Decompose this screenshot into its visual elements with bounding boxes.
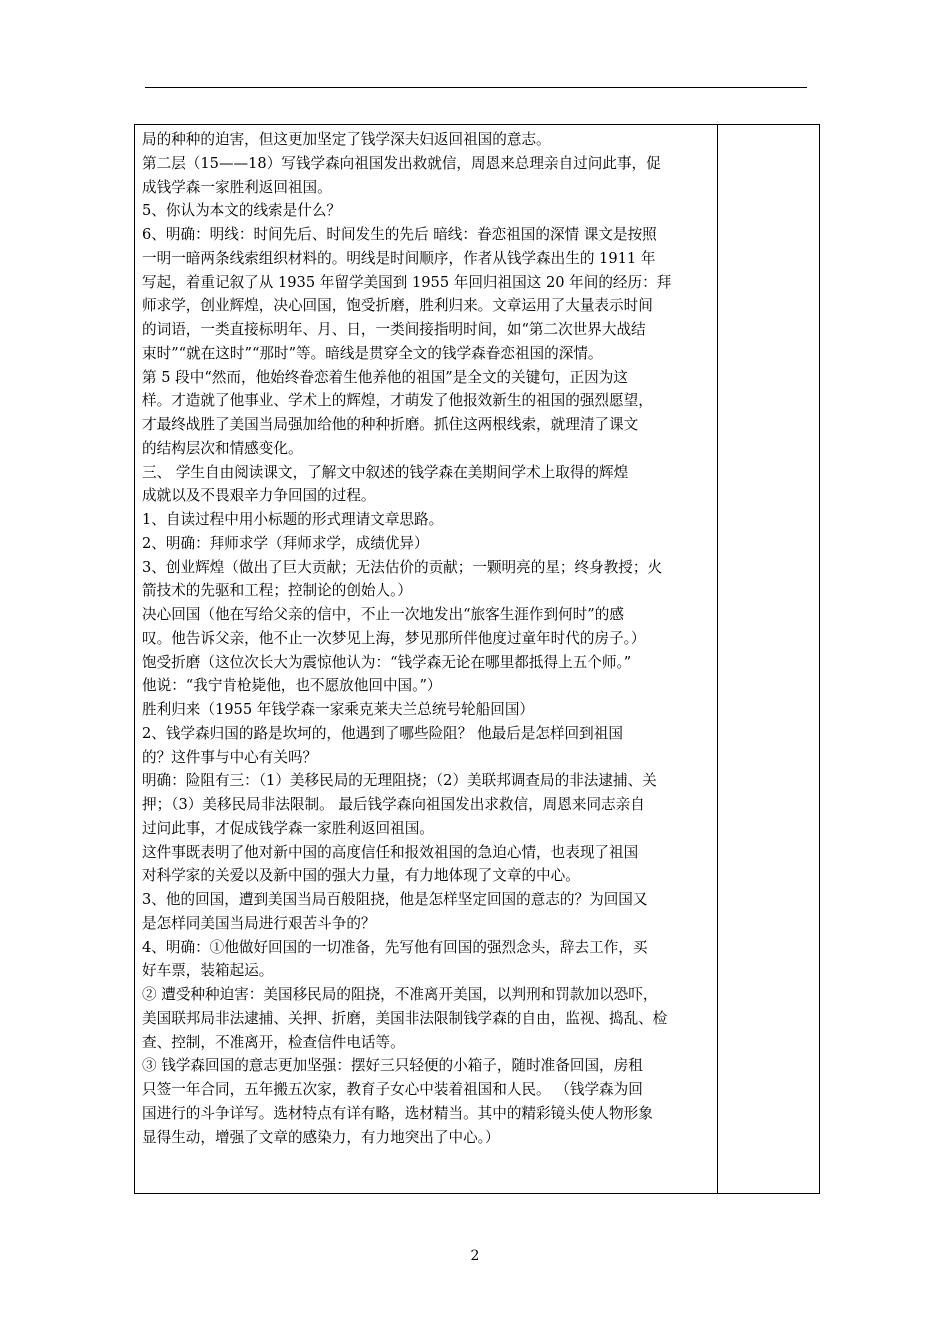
text-line: 叹。他告诉父亲，他不止一次梦见上海，梦见那所伴他度过童年时代的房子。） (142, 629, 646, 647)
text-line: 第 5 段中“然而，他始终眷恋着生他养他的祖国”是全文的关键句，正因为这 (142, 368, 628, 386)
text-line: 决心回国（他在写给父亲的信中，不止一次地发出“旅客生涯作到何时”的感 (142, 606, 624, 623)
side-notes-cell (718, 125, 819, 1193)
text-line: 3、创业辉煌（做出了巨大贡献；无法估价的贡献；一颗明亮的星；终身教授；火 (142, 558, 663, 576)
text-line: 好车票，装箱起运。 (142, 962, 274, 980)
content-table (134, 124, 820, 1194)
text-line: 对科学家的关爱以及新中国的强大力量，有力地体现了文章的中心。 (142, 867, 580, 885)
text-line: 箭技术的先驱和工程；控制论的创始人。） (142, 582, 412, 600)
text-line: 5、你认为本文的线索是什么？ (142, 202, 342, 220)
text-line: 胜利归来（1955 年钱学森一家乘克莱夫兰总统号轮船回国） (142, 701, 535, 718)
text-line: 2、钱学森归国的路是坎坷的，他遇到了哪些险阻？ 他最后是怎样回到祖国 (142, 724, 623, 742)
text-line: ③ 钱学森回国的意志更加坚强：摆好三只轻便的小箱子，随时准备回国，房租 (142, 1057, 643, 1075)
text-line: 6、明确：明线：时间先后、时间发生的先后 暗线：眷恋祖国的深情 课文是按照 (142, 226, 657, 243)
text-line: 成钱学森一家胜利返回祖国。 (142, 178, 332, 196)
page-number: 2 (470, 1248, 480, 1264)
text-line: 过问此事，才促成钱学森一家胜利返回祖国。 (142, 819, 434, 837)
text-line: 是怎样同美国当局进行艰苦斗争的？ (142, 914, 376, 932)
text-line: 成就以及不畏艰辛力争回国的过程。 (142, 487, 376, 505)
text-line: 的？这件事与中心有关吗？ (142, 748, 318, 766)
text-line: 一明一暗两条线索组织材料的。明线是时间顺序，作者从钱学森出生的 1911 年 (142, 249, 656, 267)
text-line: 样。才造就了他事业、学术上的辉煌，才萌发了他报效新生的祖国的强烈愿望， (142, 392, 653, 410)
text-line: 只签一年合同，五年搬五次家，教育子女心中装着祖国和人民。 （钱学森为回 (142, 1081, 643, 1098)
text-line: 3、他的回国，遭到美国当局百般阻挠，他是怎样坚定回国的意志的？为回国又 (142, 891, 648, 908)
text-line: 这件事既表明了他对新中国的高度信任和报效祖国的急迫心情，也表现了祖国 (142, 843, 639, 861)
text-line: 第二层（15——18）写钱学森向祖国发出救就信，周恩来总理亲自过问此事，促 (142, 154, 661, 172)
text-line: 显得生动，增强了文章的感染力，有力地突出了中心。） (142, 1128, 500, 1146)
text-line: 才最终战胜了美国当局强加给他的种种折磨。抓住这两根线索，就理清了课文 (142, 416, 639, 433)
text-line: 局的种种的迫害，但这更加坚定了钱学深夫妇返回祖国的意志。 (142, 131, 551, 148)
text-line: 美国联邦局非法逮捕、关押、折磨，美国非法限制钱学森的自由，监视、捣乱、检 (142, 1009, 668, 1027)
text-line: 的结构层次和情感变化。 (142, 439, 303, 457)
text-line: 饱受折磨（这位次长大为震惊他认为：“钱学森无论在哪里都抵得上五个师。” (142, 653, 632, 671)
text-line: 押；（3）美移民局非法限制。 最后钱学森向祖国发出求救信，周恩来同志亲自 (142, 796, 645, 813)
text-line: 4、明确：①他做好回国的一切准备，先写他有回国的强烈念头，辞去工作，买 (142, 938, 648, 956)
text-line: ② 遭受种种迫害：美国移民局的阻挠，不准离开美国，以判刑和罚款加以恐吓， (142, 986, 658, 1003)
text-line: 1、自读过程中用小标题的形式理请文章思路。 (142, 511, 444, 528)
header-rule (145, 87, 807, 88)
text-line: 师求学，创业辉煌，决心回国，饱受折磨，胜利归来。文章运用了大量表示时间 (142, 297, 653, 315)
text-line: 三、 学生自由阅读课文，了解文中叙述的钱学森在美期间学术上取得的辉煌 (142, 463, 629, 481)
text-line: 国进行的斗争详写。选材特点有详有略，选材精当。其中的精彩镜头使人物形象 (142, 1104, 653, 1122)
text-line: 束时”“就在这时”“那时”等。暗线是贯穿全文的钱学森眷恋祖国的深情。 (142, 344, 603, 362)
text-line: 他说：“我宁肯枪毙他，也不愿放他回中国。”） (142, 677, 442, 695)
text-line: 查、控制，不准离开，检查信件电话等。 (142, 1033, 405, 1051)
text-line: 明确：险阻有三：（1）美移民局的无理阻挠；（2）美联邦调查局的非法逮捕、关 (142, 772, 657, 790)
text-line: 写起，着重记叙了从 1935 年留学美国到 1955 年回归祖国这 20 年间的经历：拜 (142, 273, 672, 291)
text-line: 的词语，一类直接标明年、月、日，一类间接指明时间，如“第二次世界大战结 (142, 321, 646, 338)
text-line: 2、明确：拜师求学（拜师求学，成绩优异） (142, 534, 429, 552)
main-text-cell (135, 125, 718, 1193)
